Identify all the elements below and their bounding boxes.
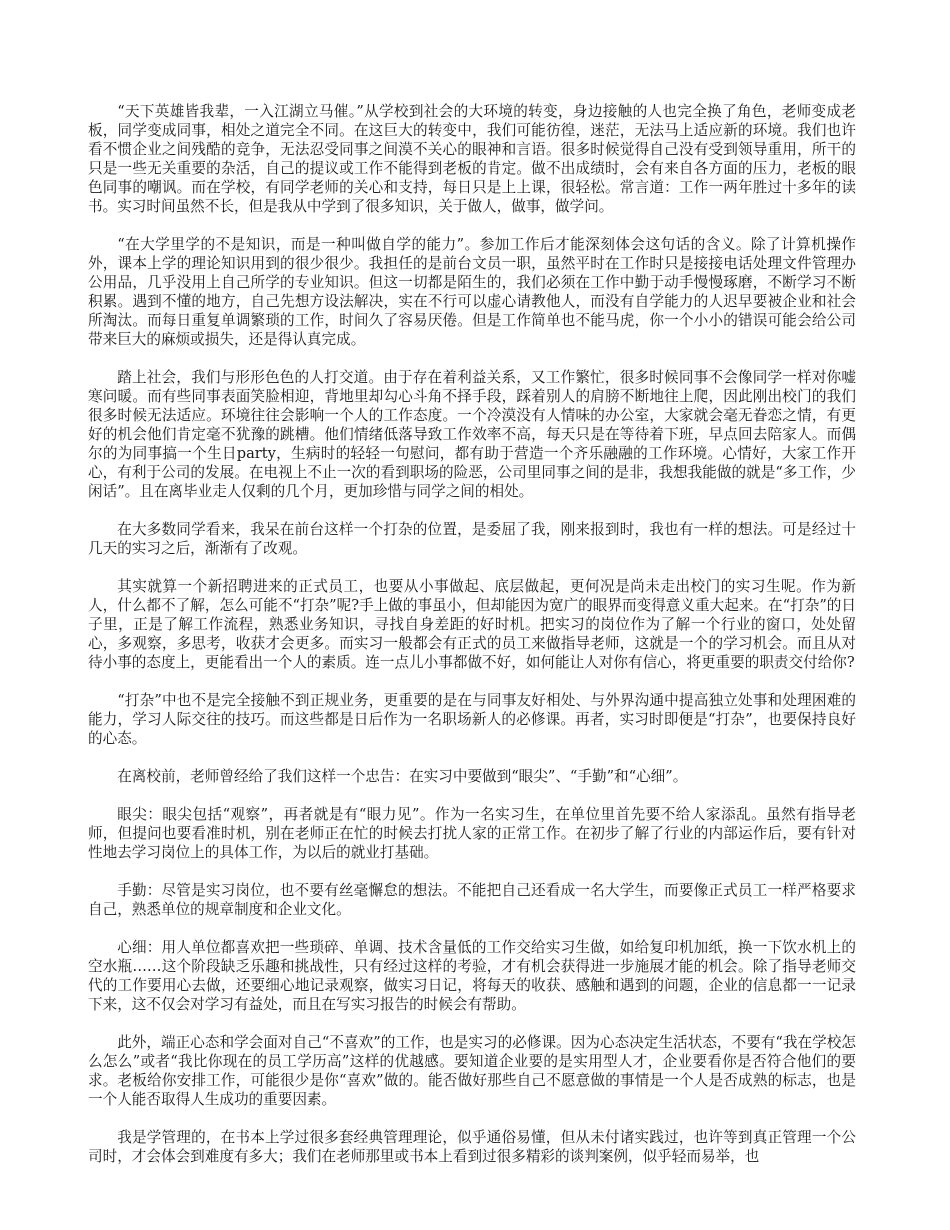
- paragraph: 心细：用人单位都喜欢把一些琐碎、单调、技术含量低的工作交给实习生做，如给复印机加纸，换一下饮水机上的空水瓶……这个阶段缺乏乐趣和挑战性，只有经过这样的考验，才有机会获得进一步施展才能的机会。除了指导老师交代的工作要用心去做，还要细心地记录观察，做实习日记，将每天的收获、感触和遇到的问题，企业的信息都一一记录下来，这不仅会对学习有益处，而且在写实习报告的时候会有帮助。: [88, 939, 856, 1013]
- paragraph: “天下英雄皆我辈，一入江湖立马催。”从学校到社会的大环境的转变，身边接触的人也完全换了角色，老师变成老板，同学变成同事，相处之道完全不同。在这巨大的转变中，我们可能彷徨，迷茫，无法马上适应新的环境。我们也许看不惯企业之间残酷的竞争，无法忍受同事之间漠不关心的眼神和言语。很多时候觉得自己没有受到领导重用，所干的只是一些无关重要的杂活，自己的提议或工作不能得到老板的肯定。做不出成绩时，会有来自各方面的压力，老板的眼色同事的嘲讽。而在学校，有同学老师的关心和支持，每日只是上上课，很轻松。常言道：工作一两年胜过十多年的读书。实习时间虽然不长，但是我从中学到了很多知识，关于做人，做事，做学问。: [88, 103, 856, 215]
- document-body: [88, 102, 856, 1185]
- paragraph: 踏上社会，我们与形形色色的人打交道。由于存在着利益关系，又工作繁忙，很多时候同事不会像同学一样对你嘘寒问暖。而有些同事表面笑脸相迎，背地里却勾心斗角不择手段，踩着别人的肩膀不断地往上爬，因此刚出校门的我们很多时候无法适应。环境往往会影响一个人的工作态度。一个冷漠没有人情味的办公室，大家就会毫无眷恋之情，有更好的机会他们肯定毫不犹豫的跳槽。他们情绪低落导致工作效率不高，每天只是在等待着下班，早点回去陪家人。而偶尔的为同事搞一个生日party，生病时的轻轻一句慰问，都有助于营造一个齐乐融融的工作环境。心情好，大家工作开心，有利于公司的发展。在电视上不止一次的看到职场的险恶，公司里同事之间的是非，我想我能做的就是“多工作，少闲话”。且在离毕业走人仅剩的几个月，更加珍惜与同学之间的相处。: [88, 369, 856, 500]
- paragraph: 手勤：尽管是实习岗位，也不要有丝毫懈怠的想法。不能把自己还看成一名大学生，而要像正式员工一样严格要求自己，熟悉单位的规章制度和企业文化。: [88, 882, 856, 918]
- paragraph: “在大学里学的不是知识，而是一种叫做自学的能力”。参加工作后才能深刻体会这句话的含义。除了计算机操作外，课本上学的理论知识用到的很少很少。我担任的是前台文员一职，虽然平时在工作时只是接接电话处理文件管理办公用品，几乎没用上自己所学的专业知识。但这一切都是陌生的，我们必须在工作中勤于动手慢慢琢磨，不断学习不断积累。遇到不懂的地方，自己先想方设法解决，实在不行可以虚心请教他人，而没有自学能力的人迟早要被企业和社会所淘汰。而每日重复单调繁琐的工作，时间久了容易厌倦。但是工作简单也不能马虎，你一个小小的错误可能会给公司带来巨大的麻烦或损失，还是得认真完成。: [88, 236, 856, 348]
- paragraph: 我是学管理的，在书本上学过很多套经典管理理论，似乎通俗易懂，但从未付诸实践过，也许等到真正管理一个公司时，才会体会到难度有多大；我们在老师那里或书本上看到过很多精彩的谈判案例，似乎轻而易举，也: [88, 1129, 856, 1165]
- paragraph: 眼尖：眼尖包括“观察”，再者就是有“眼力见”。作为一名实习生，在单位里首先要不给人家添乱。虽然有指导老师，但提问也要看准时机，别在老师正在忙的时候去打扰人家的正常工作。在初步了解了行业的内部运作后，要有针对性地去学习岗位上的具体工作，为以后的就业打基础。: [88, 806, 856, 861]
- paragraph: 在大多数同学看来，我呆在前台这样一个打杂的位置，是委屈了我，刚来报到时，我也有一样的想法。可是经过十几天的实习之后，渐渐有了改观。: [88, 521, 856, 557]
- paragraph: 其实就算一个新招聘进来的正式员工，也要从小事做起、底层做起，更何况是尚未走出校门的实习生呢。作为新人，什么都不了解，怎么可能不“打杂”呢?手上做的事虽小，但却能因为宽广的眼界而变得意义重大起来。在“打杂”的日子里，正是了解工作流程，熟悉业务知识，寻找自身差距的好时机。把实习的岗位作为了解一个行业的窗口，处处留心，多观察，多思考，收获才会更多。而实习一般都会有正式的员工来做指导老师，这就是一个的学习机会。而且从对待小事的态度上，更能看出一个人的素质。连一点儿小事都做不好，如何能让人对你有信心，将更重要的职责交付给你?: [88, 578, 856, 671]
- paragraph: 此外，端正心态和学会面对自己“不喜欢”的工作，也是实习的必修课。因为心态决定生活状态，不要有“我在学校怎么怎么”或者“我比你现在的员工学历高”这样的优越感。要知道企业要的是实用型人才，企业要看你是否符合他们的要求。老板给你安排工作，可能很少是你“喜欢”做的。能否做好那些自己不愿意做的事情是一个人是否成熟的标志，也是一个人能否取得人生成功的重要因素。: [88, 1034, 856, 1108]
- paragraph: “打杂”中也不是完全接触不到正规业务，更重要的是在与同事友好相处、与外界沟通中提高独立处事和处理困难的能力，学习人际交往的技巧。而这些都是日后作为一名职场新人的必修课。再者，实习时即便是“打杂”，也要保持良好的心态。: [88, 692, 856, 747]
- paragraph: 在离校前，老师曾经给了我们这样一个忠告：在实习中要做到“眼尖”、“手勤”和“心细”。: [117, 768, 688, 785]
